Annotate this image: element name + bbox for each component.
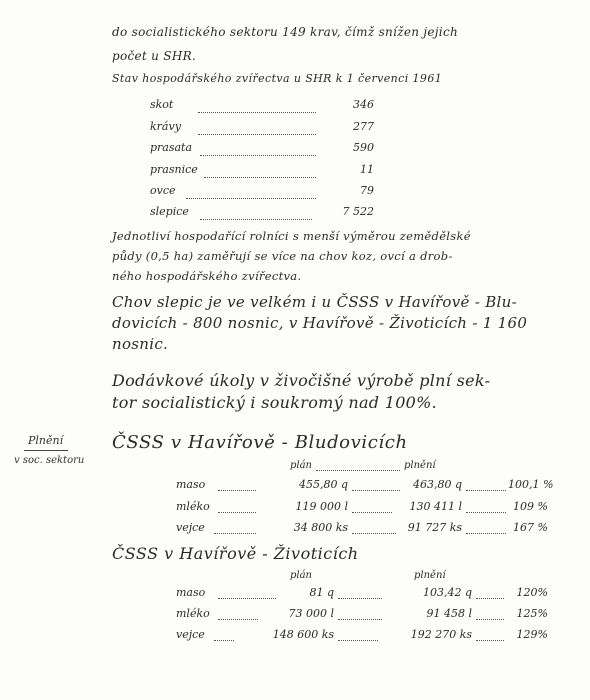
fulfilled-value: 130 411 l [409, 500, 462, 513]
column-header-fulfilled: plnění [404, 460, 436, 471]
fulfilled-value: 192 270 ks [410, 628, 472, 641]
livestock-label: ovce [150, 184, 176, 197]
percent-value: 100,1 % [508, 478, 554, 491]
livestock-label: skot [150, 98, 174, 111]
dot-leader [316, 470, 400, 471]
dot-leader [214, 640, 234, 641]
dot-leader [198, 112, 316, 113]
margin-note-underline [24, 450, 68, 451]
product-label: mléko [176, 607, 210, 620]
plan-value: 148 600 ks [272, 628, 334, 641]
section-title-bludovice: ČSSS v Havířově - Bludovicích [112, 432, 408, 453]
dot-leader [352, 490, 400, 491]
paragraph-delivery-tasks [112, 370, 572, 414]
livestock-label: slepice [150, 205, 189, 218]
percent-value: 109 % [513, 500, 548, 513]
livestock-label: prasnice [150, 163, 198, 176]
plan-value: 73 000 l [288, 607, 334, 620]
plan-value: 81 q [309, 586, 334, 599]
percent-value: 167 % [513, 521, 548, 534]
intro-paragraph [112, 22, 572, 66]
paragraph-line: nosnic. [112, 335, 169, 353]
livestock-value: 79 [360, 184, 374, 197]
paragraph-poultry [112, 292, 572, 355]
fulfilled-value: 91 458 l [426, 607, 472, 620]
intro-line: počet u SHR. [112, 49, 197, 63]
dot-leader [338, 619, 382, 620]
percent-value: 120% [516, 586, 548, 599]
dot-leader [218, 619, 258, 620]
dot-leader [218, 598, 276, 599]
column-header-fulfilled: plnění [414, 570, 446, 581]
dot-leader [352, 512, 392, 513]
livestock-heading: Stav hospodářského zvířectva u SHR k 1 červenci 1961 [112, 72, 443, 85]
dot-leader [466, 490, 506, 491]
livestock-value: 11 [360, 163, 374, 176]
dot-leader [476, 640, 504, 641]
paragraph-line: Dodávkové úkoly v živočišné výrobě plní sek- [112, 371, 491, 390]
paragraph-line: Jednotliví hospodařící rolníci s menší výměrou zemědělské [112, 229, 471, 243]
dot-leader [200, 219, 312, 220]
dot-leader [200, 155, 316, 156]
plan-value: 455,80 q [298, 478, 348, 491]
margin-note-title: Plnění [28, 434, 64, 447]
paragraph-line: tor socialistický i soukromý nad 100%. [112, 393, 438, 412]
product-label: maso [176, 478, 206, 491]
dot-leader [214, 533, 256, 534]
dot-leader [338, 598, 382, 599]
dot-leader [198, 134, 316, 135]
dot-leader [352, 533, 396, 534]
livestock-label: prasata [150, 141, 193, 154]
dot-leader [218, 512, 256, 513]
dot-leader [186, 198, 316, 199]
column-header-plan: plán [290, 570, 313, 581]
margin-note-subtitle: v soc. sektoru [14, 455, 85, 466]
paragraph-small-farmers [112, 226, 572, 286]
column-header-plan: plán [290, 460, 313, 471]
dot-leader [204, 177, 316, 178]
livestock-label: krávy [150, 120, 181, 133]
section-title-zivotice: ČSSS v Havířově - Životicích [112, 544, 359, 563]
paragraph-line: půdy (0,5 ha) zaměřují se více na chov koz, ovcí a drob- [112, 249, 453, 263]
plan-value: 119 000 l [295, 500, 348, 513]
fulfilled-value: 103,42 q [422, 586, 472, 599]
paragraph-line: ného hospodářského zvířectva. [112, 269, 302, 283]
livestock-value: 277 [353, 120, 374, 133]
livestock-value: 7 522 [342, 205, 374, 218]
dot-leader [338, 640, 378, 641]
product-label: mléko [176, 500, 210, 513]
percent-value: 129% [516, 628, 548, 641]
livestock-value: 346 [353, 98, 374, 111]
livestock-value: 590 [353, 141, 374, 154]
product-label: maso [176, 586, 206, 599]
percent-value: 125% [516, 607, 548, 620]
product-label: vejce [176, 521, 205, 534]
fulfilled-value: 463,80 q [412, 478, 462, 491]
intro-line: do socialistického sektoru 149 krav, čímž snížen jejich [112, 25, 458, 39]
dot-leader [466, 512, 506, 513]
plan-value: 34 800 ks [293, 521, 348, 534]
dot-leader [218, 490, 256, 491]
product-label: vejce [176, 628, 205, 641]
dot-leader [476, 598, 504, 599]
paragraph-line: dovicích - 800 nosnic, v Havířově - Životicích - 1 160 [112, 314, 528, 332]
fulfilled-value: 91 727 ks [407, 521, 462, 534]
dot-leader [466, 533, 506, 534]
dot-leader [476, 619, 504, 620]
paragraph-line: Chov slepic je ve velkém i u ČSSS v Havířově - Blu- [112, 293, 517, 311]
